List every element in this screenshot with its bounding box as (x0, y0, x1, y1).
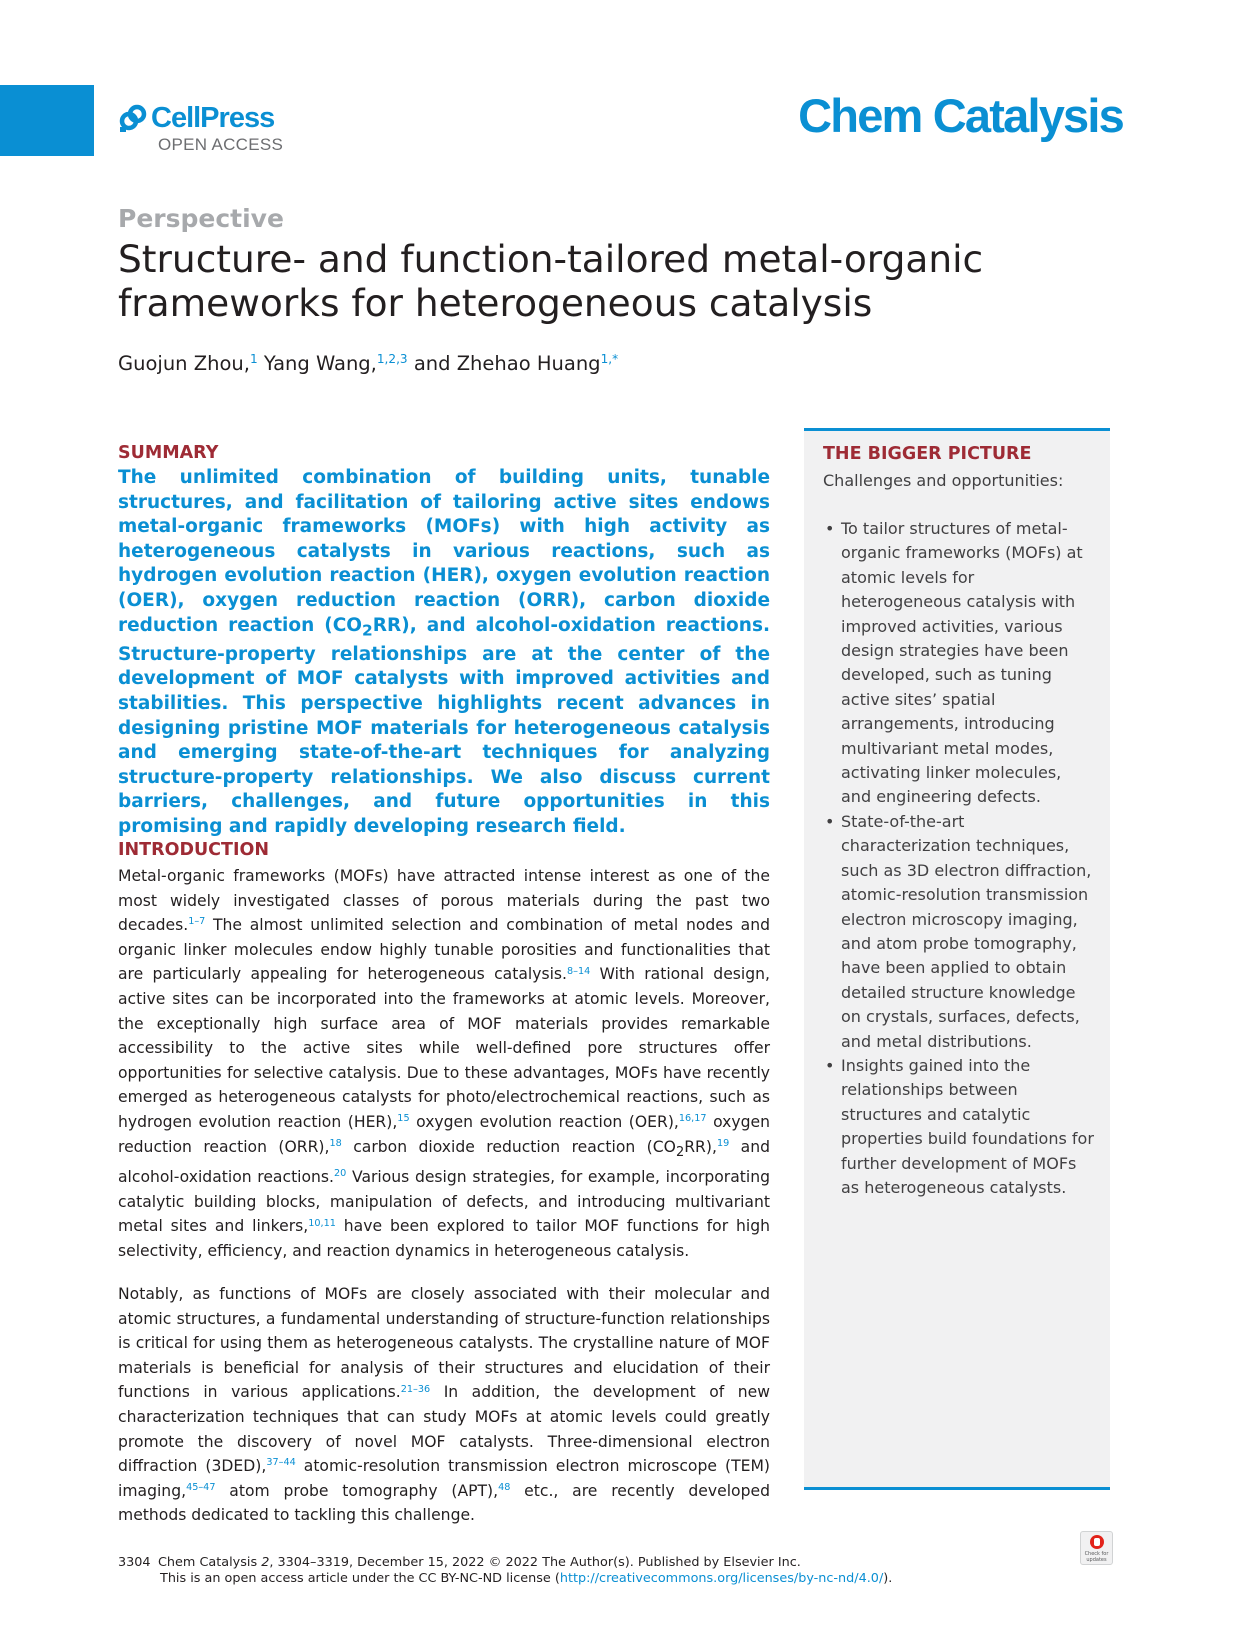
page-number: 3304 (118, 1555, 151, 1570)
affiliation-ref[interactable]: 1 (249, 351, 258, 366)
citation-ref[interactable]: 15 (397, 1113, 410, 1125)
article-type: Perspective (118, 204, 284, 233)
bigger-picture-intro: Challenges and opportunities: (823, 471, 1064, 490)
bigger-picture-list (823, 517, 1095, 1200)
citation-ref[interactable]: 37–44 (266, 1457, 296, 1469)
bigger-picture-panel (804, 428, 1110, 1490)
author-name[interactable]: Guojun Zhou, (118, 352, 250, 375)
affiliation-ref[interactable]: 1,2,3 (376, 351, 408, 366)
citation-ref[interactable]: 19 (716, 1137, 730, 1149)
footer-citation: , 3304–3319, December 15, 2022 © 2022 The Author(s). Published by Elsevier Inc. (269, 1555, 801, 1570)
journal-title[interactable]: Chem Catalysis (798, 89, 1123, 142)
citation-ref[interactable]: 45–47 (186, 1481, 216, 1493)
introduction-paragraph: Metal-organic frameworks (MOFs) have attracted intense interest as one of the most widely investigated classes of porous materials during the past two decades.$^{1-7}$ The almost unlimited selection and combination of metal nodes and organic linker molecules endow highly tunable porosities and functionalities that are particularly appealing for heterogeneous catalysis.$^{8-14}$ With rational design, active sites can be incorporated into the frameworks at atomic levels. Moreover, the exceptionally high surface area of MOF materials provides remarkable accessibility to the active sites while well-defined pore structures offer opportunities for selective catalysis. Due to these advantages, MOFs have recently emerged as heterogeneous catalysts for photo/electrochemical reactions, such as hydrogen evolution reaction (HER),$^{15}$ oxygen evolution reaction (OER),$^{16,17}$ oxygen reduction reaction (ORR),$^{18}$ carbon dioxide reduction reaction $(CO_2RR),^{19}$ and alcohol-oxidation reactions.$^{20}$ Various design strategies, for example, incorporating catalytic building blocks, manipulation of defects, and introducing multivariant metal sites and linkers,$^{10,11}$ have been explored to tailor MOF functions for high selectivity, efficiency, and reaction dynamics in heterogeneous catalysis. (118, 867, 771, 1261)
citation-ref[interactable]: 10,11 (308, 1217, 336, 1229)
introduction-heading: INTRODUCTION (118, 840, 269, 860)
list-item: • Insights gained into the relationships between structures and catalytic properties build foundations for further development of MOFs as heterogeneous catalysts. (825, 1055, 1094, 1197)
citation-ref[interactable]: 48 (498, 1481, 511, 1493)
citation-ref[interactable]: 21–36 (400, 1383, 431, 1395)
introduction-paragraph: Notably, as functions of MOFs are closely associated with their molecular and atomic structures, a fundamental understanding of structure-function relationships is critical for using them as heterogeneous catalysts. The crystalline nature of MOF materials is beneficial for analysis of their structures and elucidation of their functions in various applications.$^{21-36}$ In addition, the development of new characterization techniques that can study MOFs at atomic levels could greatly promote the discovery of novel MOF catalysts. Three-dimensional electron diffraction (3DED),$^{37-44}$ atomic-resolution transmission electron microscope (TEM) imaging,$^{45-47}$ atom probe tomography (APT),$^{48}$ etc., are recently developed methods dedicated to tackling this challenge. (118, 1285, 770, 1525)
cellpress-logo[interactable] (118, 102, 283, 155)
license-link[interactable]: http://creativecommons.org/licenses/by-nc-nd/4.0/ (559, 1571, 884, 1586)
cellpress-logo-icon (118, 103, 148, 133)
citation-ref[interactable]: 1–7 (188, 916, 206, 928)
bullet-icon: • (825, 519, 835, 538)
footer-journal: Chem Catalysis (158, 1555, 258, 1570)
author-connector: and (413, 352, 451, 375)
citation-ref[interactable]: 8–14 (566, 965, 591, 977)
check-for-updates-button[interactable] (1080, 1531, 1113, 1565)
list-item: • State-of-the-art characterization techniques, such as 3D electron diffraction, atomic-resolution transmission electron microscopy imaging, and atom probe tomography, have been applied to obtain detailed structure knowledge on crystals, surfaces, defects, and metal distributions. (825, 811, 1092, 1051)
summary-text: The unlimited combination of building units, tunable structures, and facilitation of tailoring active sites endows metal-organic frameworks (MOFs) with high activity as heterogeneous catalysts in various reactions, such as hydrogen evolution reaction (HER), oxygen evolution reaction (OER), oxygen reduction reaction (ORR), carbon dioxide reduction reaction $(CO_2RR)$, and alcohol-oxidation reactions. Structure-property relationships are at the center of the development of MOF catalysts with improved activities and stabilities. This perspective highlights recent advances in designing pristine MOF materials for heterogeneous catalysis and emerging state-of-the-art techniques for analyzing structure-property relationships. We also discuss current barriers, challenges, and future opportunities in this promising and rapidly developing research field. (118, 467, 770, 837)
citation-ref[interactable]: 18 (329, 1137, 342, 1149)
citation-ref[interactable]: 20 (334, 1168, 347, 1180)
citation-ref[interactable]: 16,17 (678, 1113, 707, 1125)
brand-corner-block (0, 85, 94, 156)
bigger-picture-heading: THE BIGGER PICTURE (823, 444, 1032, 464)
footer-volume: 2 (261, 1555, 270, 1570)
author-list (118, 352, 618, 375)
article-title: Structure- and function-tailored metal-organic frameworks for heterogeneous catalysis (118, 237, 984, 325)
bullet-icon: • (825, 1055, 835, 1075)
bullet-icon: • (825, 811, 835, 831)
page-footer: 3304 Chem Catalysis 2, 3304–3319, December 15, 2022 © 2022 The Author(s). Published by Elsevier Inc. This is an open access article under the CC BY-NC-ND license (http://creativecommons.org/licenses/by-nc-nd/4.0/). (118, 1555, 893, 1586)
author-name[interactable]: Yang Wang, (263, 352, 377, 375)
summary-heading: SUMMARY (118, 443, 219, 463)
list-item: • To tailor structures of metal-organic frameworks (MOFs) at atomic levels for heterogeneous catalysis with improved activities, various design strategies have been developed, such as tuning active sites’ spatial arrangements, introducing multivariant metal modes, activating linker molecules, and engineering defects. (825, 519, 1083, 807)
author-name[interactable]: Zhehao Huang (456, 352, 601, 375)
publisher-name: CellPress (151, 102, 275, 134)
check-for-updates-label: Check for updates (1084, 1551, 1109, 1563)
open-access-label: OPEN ACCESS (158, 135, 284, 154)
bookmark-icon (1090, 1535, 1104, 1549)
affiliation-ref[interactable]: 1,* (600, 351, 619, 366)
license-text: This is an open access article under the CC BY-NC-ND license ( (160, 1571, 560, 1586)
